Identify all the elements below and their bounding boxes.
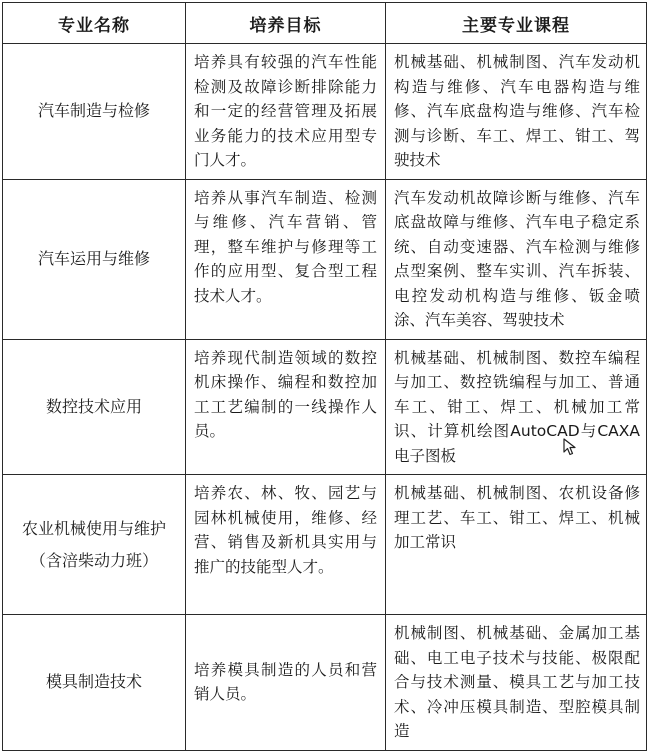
training-goal-text: 培养模具制造的人员和营销人员。 [194, 660, 377, 704]
goal-cell [186, 44, 386, 180]
major-name-cell [3, 44, 186, 180]
header-main-courses: 主要专业课程 [386, 3, 647, 44]
main-courses-text: 机械基础、机械制图、农机设备修理工艺、车工、钳工、焊工、机械加工常识 [394, 484, 640, 551]
goal-cell [186, 339, 386, 475]
major-name: 汽车运用与维修 [37, 249, 150, 268]
major-table [2, 2, 647, 751]
main-courses-text: 机械制图、机械基础、金属加工基础、电工电子技术与技能、极限配合与技术测量、模具工艺与加工技术、冷冲压模具制造、型腔模具制造 [394, 624, 640, 740]
course-cell [386, 44, 647, 180]
goal-cell [186, 475, 386, 615]
major-name-cell [3, 339, 186, 475]
table-row [3, 475, 647, 615]
major-name: 汽车制造与检修 [37, 101, 150, 121]
table-row [3, 339, 647, 475]
training-goal-text: 培养农、林、牧、园艺与园林机械使用，维修、经营、销售及新机具实用与推广的技能型人才。 [194, 484, 377, 576]
main-courses-text: 机械基础、机械制图、汽车发动机构造与维修、汽车电器构造与维修、汽车底盘构造与维修、汽车检测与诊断、车工、焊工、钳工、驾驶技术 [394, 53, 640, 169]
major-name-cell [3, 179, 186, 339]
course-cell [386, 475, 647, 615]
major-name: 数控技术应用 [45, 396, 142, 416]
course-cell [386, 339, 647, 475]
course-cell [386, 179, 647, 339]
training-goal-text: 培养从事汽车制造、检测与维修、汽车营销、管理，整车维护与修理等工作的应用型、复合型工程技术人才。 [194, 188, 377, 305]
table-row [3, 44, 647, 180]
table-row [3, 179, 647, 339]
main-courses-text: 汽车发动机故障诊断与维修、汽车底盘故障与维修、汽车电子稳定系统、自动变速器、汽车检测与维修点型案例、整车实训、汽车拆装、电控发动机构造与维修、钣金喷涂、汽车美容、驾驶技术 [394, 188, 640, 329]
goal-cell [186, 615, 386, 751]
mouse-cursor-icon [563, 438, 577, 456]
header-training-goal: 培养目标 [186, 3, 386, 44]
goal-cell [186, 179, 386, 339]
header-major-name: 专业名称 [3, 3, 186, 44]
table-header-row [3, 3, 647, 44]
major-name: 模具制造技术 [45, 672, 142, 692]
major-name-note: （含涪柴动力班） [29, 550, 158, 570]
table-row [3, 615, 647, 751]
training-goal-text: 培养现代制造领域的数控机床操作、编程和数控加工工艺编制的一线操作人员。 [194, 348, 377, 440]
major-name-cell [3, 475, 186, 615]
course-cell [386, 615, 647, 751]
training-goal-text: 培养具有较强的汽车性能检测及故障诊断排除能力和一定的经营管理及拓展业务能力的技术应用型专门人才。 [194, 53, 377, 169]
major-name-cell [3, 615, 186, 751]
main-courses-text: 机械基础、机械制图、数控车编程与加工、数控铣编程与加工、普通车工、钳工、焊工、机械加工常识、计算机绘图AutoCAD与CAXA电子图板 [394, 348, 640, 465]
major-name: 农业机械使用与维护 [21, 518, 166, 538]
